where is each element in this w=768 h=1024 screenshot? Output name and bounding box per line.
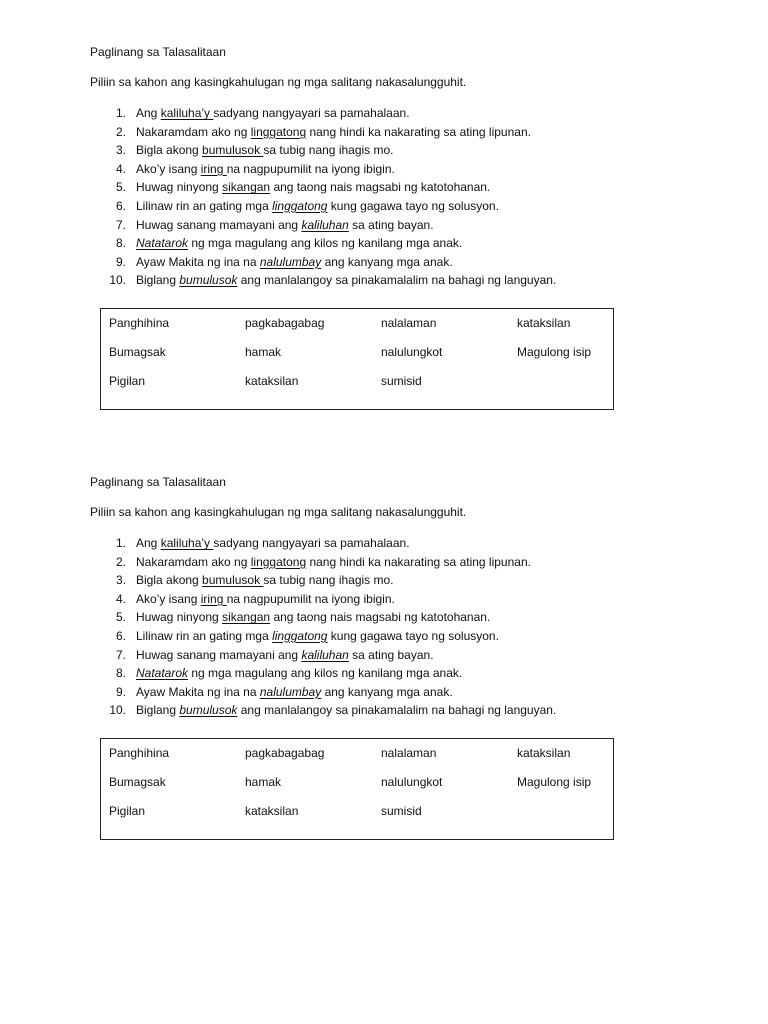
word-choice: kataksilan [517,746,571,760]
target-word: kaliluhan [301,647,349,662]
sentence-text-after: sa tubig nang ihagis mo. [263,573,394,588]
item-number: 10. [109,703,126,718]
word-choice: Magulong isip [517,775,592,789]
sentence-text-after: kung gagawa tayo ng solusyon. [327,628,499,643]
target-word: bumulusok [202,143,264,158]
word-choice: kataksilan [245,804,299,818]
target-word: sikangan [222,180,271,195]
item-number: 7. [115,217,126,232]
sentence-text-before: Ako’y isang [136,591,201,606]
target-word: linggatong [272,628,328,643]
item-sentence [136,104,410,123]
item-number: 6. [115,198,126,213]
sentence-text-after: ang taong nais magsabi ng katotohanan. [270,180,491,195]
word-choice: pagkabagabag [245,746,325,760]
sentence-text-after: ng mga magulang ang kilos ng kanilang mga anak. [188,236,463,251]
instruction-text: Piliin sa kahon ang kasingkahulugan ng mga salitang nakasalungguhit. [90,505,467,519]
target-word: linggatong [250,124,307,139]
item-sentence [136,271,556,290]
item-number: 9. [115,684,126,699]
sentence-text-after: ang manlalangoy sa pinakamalalim na bahagi ng languyan. [237,273,557,288]
word-choice: nalalaman [381,746,437,760]
sentence-text-before: Ang [136,536,161,550]
item-number: 7. [115,647,126,662]
sentence-text-after: ang kanyang mga anak. [321,254,453,269]
sentence-text-after: ng mga magulang ang kilos ng kanilang mga anak. [188,666,463,681]
sentence-text-before: Huwag ninyong [136,180,223,195]
item-sentence [136,216,434,235]
word-choice: Magulong isip [517,345,592,359]
item-sentence [136,234,462,253]
item-sentence [136,646,434,665]
word-choice: hamak [245,345,282,359]
item-sentence [136,160,395,179]
section-title: Paglinang sa Talasalitaan [90,45,226,59]
item-number: 4. [115,161,126,176]
item-number: 2. [115,554,126,569]
word-choice: Bumagsak [109,775,166,789]
sentence-text-before: Nakaramdam ako ng [136,554,251,569]
word-choice: Pigilan [109,374,146,388]
sentence-text-after: sa tubig nang ihagis mo. [263,143,394,158]
target-word: Natatarok [136,236,189,251]
word-choice: nalulungkot [381,775,443,789]
sentence-text-before: Ayaw Makita ng ina na [136,254,260,269]
word-choice: Panghihina [109,746,170,760]
word-choice: hamak [245,775,282,789]
sentence-text-before: Biglang [136,703,180,718]
item-sentence [136,197,499,216]
sentence-text-before: Huwag sanang mamayani ang [136,647,302,662]
item-sentence [136,253,453,272]
word-choice: sumisid [381,374,422,388]
sentence-text-before: Bigla akong [136,143,203,158]
target-word: linggatong [272,198,328,213]
target-word: bumulusok [179,273,238,288]
sentence-text-before: Ako’y isang [136,161,201,176]
target-word: bumulusok [179,703,238,718]
target-word: sikangan [222,610,271,625]
sentence-text-before: Nakaramdam ako ng [136,124,251,139]
target-word: bumulusok [202,573,264,588]
item-number: 5. [115,610,126,625]
sentence-text-before: Huwag ninyong [136,610,223,625]
sentence-text-before: Biglang [136,273,180,288]
sentence-text-before: Ayaw Makita ng ina na [136,684,260,699]
item-number: 9. [115,254,126,269]
sentence-text-after: sa ating bayan. [348,647,434,662]
target-word: iring [200,161,227,176]
word-choice-box [100,308,614,410]
item-sentence [136,534,410,553]
item-sentence [136,590,395,609]
item-number: 2. [115,124,126,139]
sentence-text-after: ang manlalangoy sa pinakamalalim na bahagi ng languyan. [237,703,557,718]
sentence-text-before: Ang [136,106,161,120]
target-word: iring [200,591,227,606]
section-title: Paglinang sa Talasalitaan [90,475,226,489]
word-choice: Bumagsak [109,345,166,359]
target-word: linggatong [250,554,307,569]
item-sentence [136,571,394,590]
item-number: 8. [115,666,126,681]
sentence-text-after: kung gagawa tayo ng solusyon. [327,198,499,213]
sentence-text-before: Lilinaw rin an gating mga [136,628,273,643]
sentence-text-after: sadyang nangyayari sa pamahalaan. [213,106,410,120]
instruction-text: Piliin sa kahon ang kasingkahulugan ng mga salitang nakasalungguhit. [90,75,467,89]
sentence-text-after: ang taong nais magsabi ng katotohanan. [270,610,491,625]
sentence-text-before: Huwag sanang mamayani ang [136,217,302,232]
item-sentence [136,553,531,572]
sentence-text-after: ang kanyang mga anak. [321,684,453,699]
word-choice: sumisid [381,804,422,818]
sentence-text-after: nang hindi ka nakarating sa ating lipunan. [306,554,531,569]
target-word: kaliluha’y [160,106,214,120]
item-number: 6. [115,628,126,643]
item-number: 3. [115,573,126,588]
word-choice-box [100,738,614,840]
sentence-text-before: Lilinaw rin an gating mga [136,198,273,213]
word-choice: nalulungkot [381,345,443,359]
item-number: 10. [109,273,126,288]
sentence-text-before: Bigla akong [136,573,203,588]
item-number: 3. [115,143,126,158]
target-word: Natatarok [136,666,189,681]
item-sentence [136,178,490,197]
item-number: 5. [115,180,126,195]
target-word: nalulumbay [259,254,322,269]
word-choice: kataksilan [517,316,571,330]
item-number: 8. [115,236,126,251]
item-sentence [136,141,394,160]
sentence-text-after: sadyang nangyayari sa pamahalaan. [213,536,410,550]
sentence-text-after: na nagpupumilit na iyong ibigin. [226,161,395,176]
item-sentence [136,608,490,627]
word-choice: Panghihina [109,316,170,330]
word-choice: nalalaman [381,316,437,330]
word-choice: Pigilan [109,804,146,818]
sentence-text-after: sa ating bayan. [348,217,434,232]
item-sentence [136,664,462,683]
item-number: 1. [115,536,126,550]
item-sentence [136,683,453,702]
item-sentence [136,701,556,720]
target-word: kaliluha’y [160,536,214,550]
sentence-text-after: nang hindi ka nakarating sa ating lipunan. [306,124,531,139]
target-word: nalulumbay [259,684,322,699]
word-choice: pagkabagabag [245,316,325,330]
item-number: 1. [115,106,126,120]
word-choice: kataksilan [245,374,299,388]
target-word: kaliluhan [301,217,349,232]
sentence-text-after: na nagpupumilit na iyong ibigin. [226,591,395,606]
item-sentence [136,123,531,142]
item-sentence [136,627,499,646]
item-number: 4. [115,591,126,606]
